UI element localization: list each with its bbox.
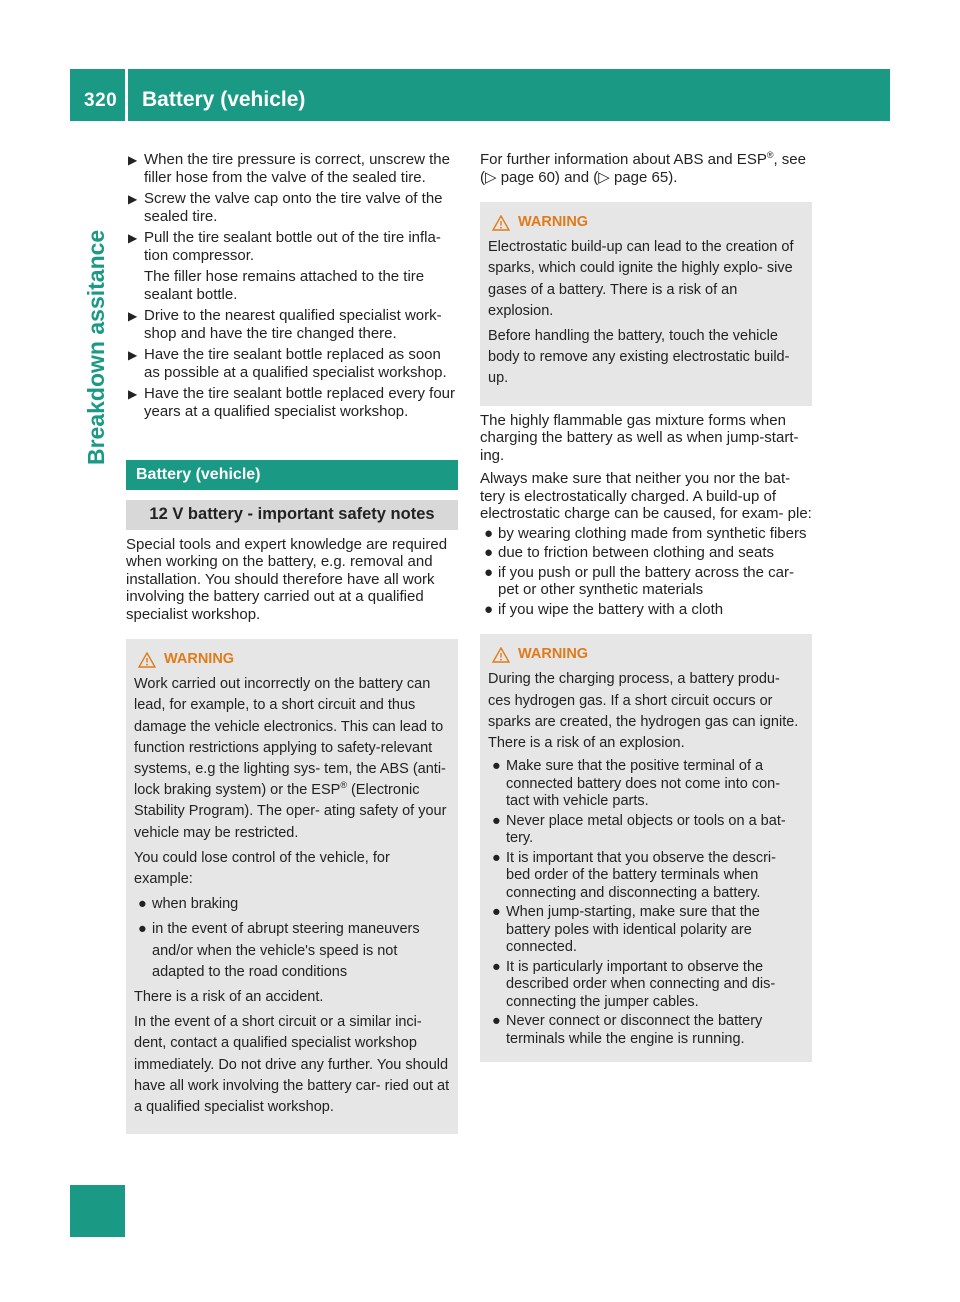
bullet-icon: ● — [484, 544, 494, 562]
warning-text: Work carried out incorrectly on the battery can lead, for example, to a short circuit and thus damage the vehicle electronics. This can lead to function restrictions applying to safety-relevant systems, e.g the lighting sys- tem, the ABS (anti-lock braking system) or the ESP® (Electronic Stability Program). The oper- ating safety of your vehicle may be restricted. — [134, 676, 447, 841]
warning-text: During the charging process, a battery produ- ces hydrogen gas. If a short circuit occurs or sparks are created, the hydrogen gas can ignite. There is a risk of an explosion. — [488, 671, 799, 751]
arrow-right-icon: ▶ — [128, 387, 138, 401]
warning-triangle-icon — [492, 647, 510, 663]
bullet-icon: ● — [484, 524, 494, 542]
warning-text: Electrostatic build-up can lead to the creation of sparks, which could ignite the highly explo- sive gases of a battery. There is a risk of an explosion. — [488, 239, 794, 319]
bullet-icon: ● — [484, 563, 494, 581]
subsection-title: 12 V battery - important safety notes — [126, 500, 458, 530]
left-column — [126, 151, 458, 1134]
arrow-right-icon: ▶ — [128, 348, 138, 362]
list-item: ● When jump-starting, make sure that the battery poles with identical polarity are connected. — [492, 904, 760, 956]
bullet-icon: ● — [492, 849, 501, 866]
header-divider — [125, 69, 128, 121]
right-column — [480, 151, 812, 1062]
paragraph: The highly flammable gas mixture forms when charging the battery as well as when jump-start- ing. — [480, 411, 799, 464]
bullet-icon: ● — [138, 921, 147, 938]
warning-text: Before handling the battery, touch the vehicle body to remove any existing electrostatic build-up. — [488, 328, 790, 387]
warning-box — [126, 639, 458, 1134]
intro-paragraph: Special tools and expert knowledge are required when working on the battery, e.g. removal and installation. You should therefore have all work involving the battery carried out at a qualified specialist workshop. — [126, 535, 448, 623]
chapter-side-tab: Breakdown assitance — [83, 229, 109, 465]
list-item: ● Make sure that the positive terminal of a connected battery does not come into con- tact with vehicle parts. — [492, 758, 781, 810]
instruction-step: ▶ Screw the valve cap onto the tire valve of the sealed tire. — [128, 190, 443, 225]
list-item: ● if you wipe the battery with a cloth — [484, 600, 724, 618]
bullet-icon: ● — [138, 896, 147, 913]
warning-header: WARNING — [488, 212, 804, 233]
paragraph: Always make sure that neither you nor the bat- tery is electrostatically charged. A build-up of electrostatic charge can be caused, for exam- ple: — [480, 470, 812, 523]
arrow-right-icon: ▶ — [128, 192, 138, 206]
list-item: ● in the event of abrupt steering maneuvers and/or when the vehicle's speed is not adapted to the road conditions — [138, 921, 420, 980]
warning-text: There is a risk of an accident. — [134, 989, 324, 1006]
warning-text: You could lose control of the vehicle, for example: — [134, 849, 390, 888]
warning-box — [480, 202, 812, 406]
list-item: ● due to friction between clothing and seats — [484, 544, 775, 562]
list-item: ● It is particularly important to observe the described order when connecting and dis- connecting the jumper cables. — [492, 958, 776, 1010]
bullet-icon: ● — [492, 958, 501, 975]
bullet-icon: ● — [492, 758, 501, 775]
warning-header: WARNING — [488, 644, 804, 665]
list-item: ● when braking — [134, 894, 450, 915]
section-title: Battery (vehicle) — [126, 460, 458, 490]
list-item: ● by wearing clothing made from synthetic fibers — [484, 524, 807, 542]
warning-header: WARNING — [134, 649, 450, 670]
warning-text: In the event of a short circuit or a similar inci- dent, contact a qualified specialist workshop immediately. Do not drive any further. You should have all work involving the battery car- ried out at a qualified specialist workshop. — [134, 1014, 450, 1116]
list-item: ● Never connect or disconnect the battery terminals while the engine is running. — [492, 1013, 763, 1047]
info-paragraph: For further information about ABS and ESP®, see (▷ page 60) and (▷ page 65). — [480, 150, 806, 186]
instruction-step: ▶ Have the tire sealant bottle replaced every four years at a qualified specialist workshop. — [128, 385, 456, 420]
arrow-right-icon: ▶ — [128, 309, 138, 323]
page-title: Battery (vehicle) — [142, 88, 306, 111]
page-number: 320 — [84, 90, 118, 111]
bullet-icon: ● — [492, 904, 501, 921]
warning-triangle-icon — [492, 215, 510, 231]
instruction-step: ▶ Drive to the nearest qualified specialist work- shop and have the tire changed there. — [128, 307, 442, 342]
list-item: ● Never place metal objects or tools on a bat- tery. — [492, 812, 786, 847]
warning-box — [480, 634, 812, 1062]
arrow-right-icon: ▶ — [128, 231, 138, 245]
bullet-icon: ● — [492, 812, 501, 829]
instruction-step: ▶ When the tire pressure is correct, unscrew the filler hose from the valve of the sealed tire. — [128, 151, 450, 186]
instruction-step: ▶ Have the tire sealant bottle replaced as soon as possible at a qualified specialist workshop. — [128, 346, 447, 381]
arrow-right-icon: ▶ — [128, 153, 138, 167]
bullet-icon: ● — [484, 600, 494, 618]
step-note: The filler hose remains attached to the tire sealant bottle. — [144, 268, 425, 303]
list-item: ● It is important that you observe the descri- bed order of the battery terminals when connecting and disconnecting a battery. — [492, 849, 776, 901]
instruction-step: ▶ Pull the tire sealant bottle out of the tire infla- tion compressor. — [128, 229, 441, 264]
list-item: ● if you push or pull the battery across the car- pet or other synthetic materials — [484, 563, 794, 599]
side-block — [70, 1185, 125, 1237]
bullet-icon: ● — [492, 1013, 501, 1030]
warning-triangle-icon — [138, 652, 156, 668]
